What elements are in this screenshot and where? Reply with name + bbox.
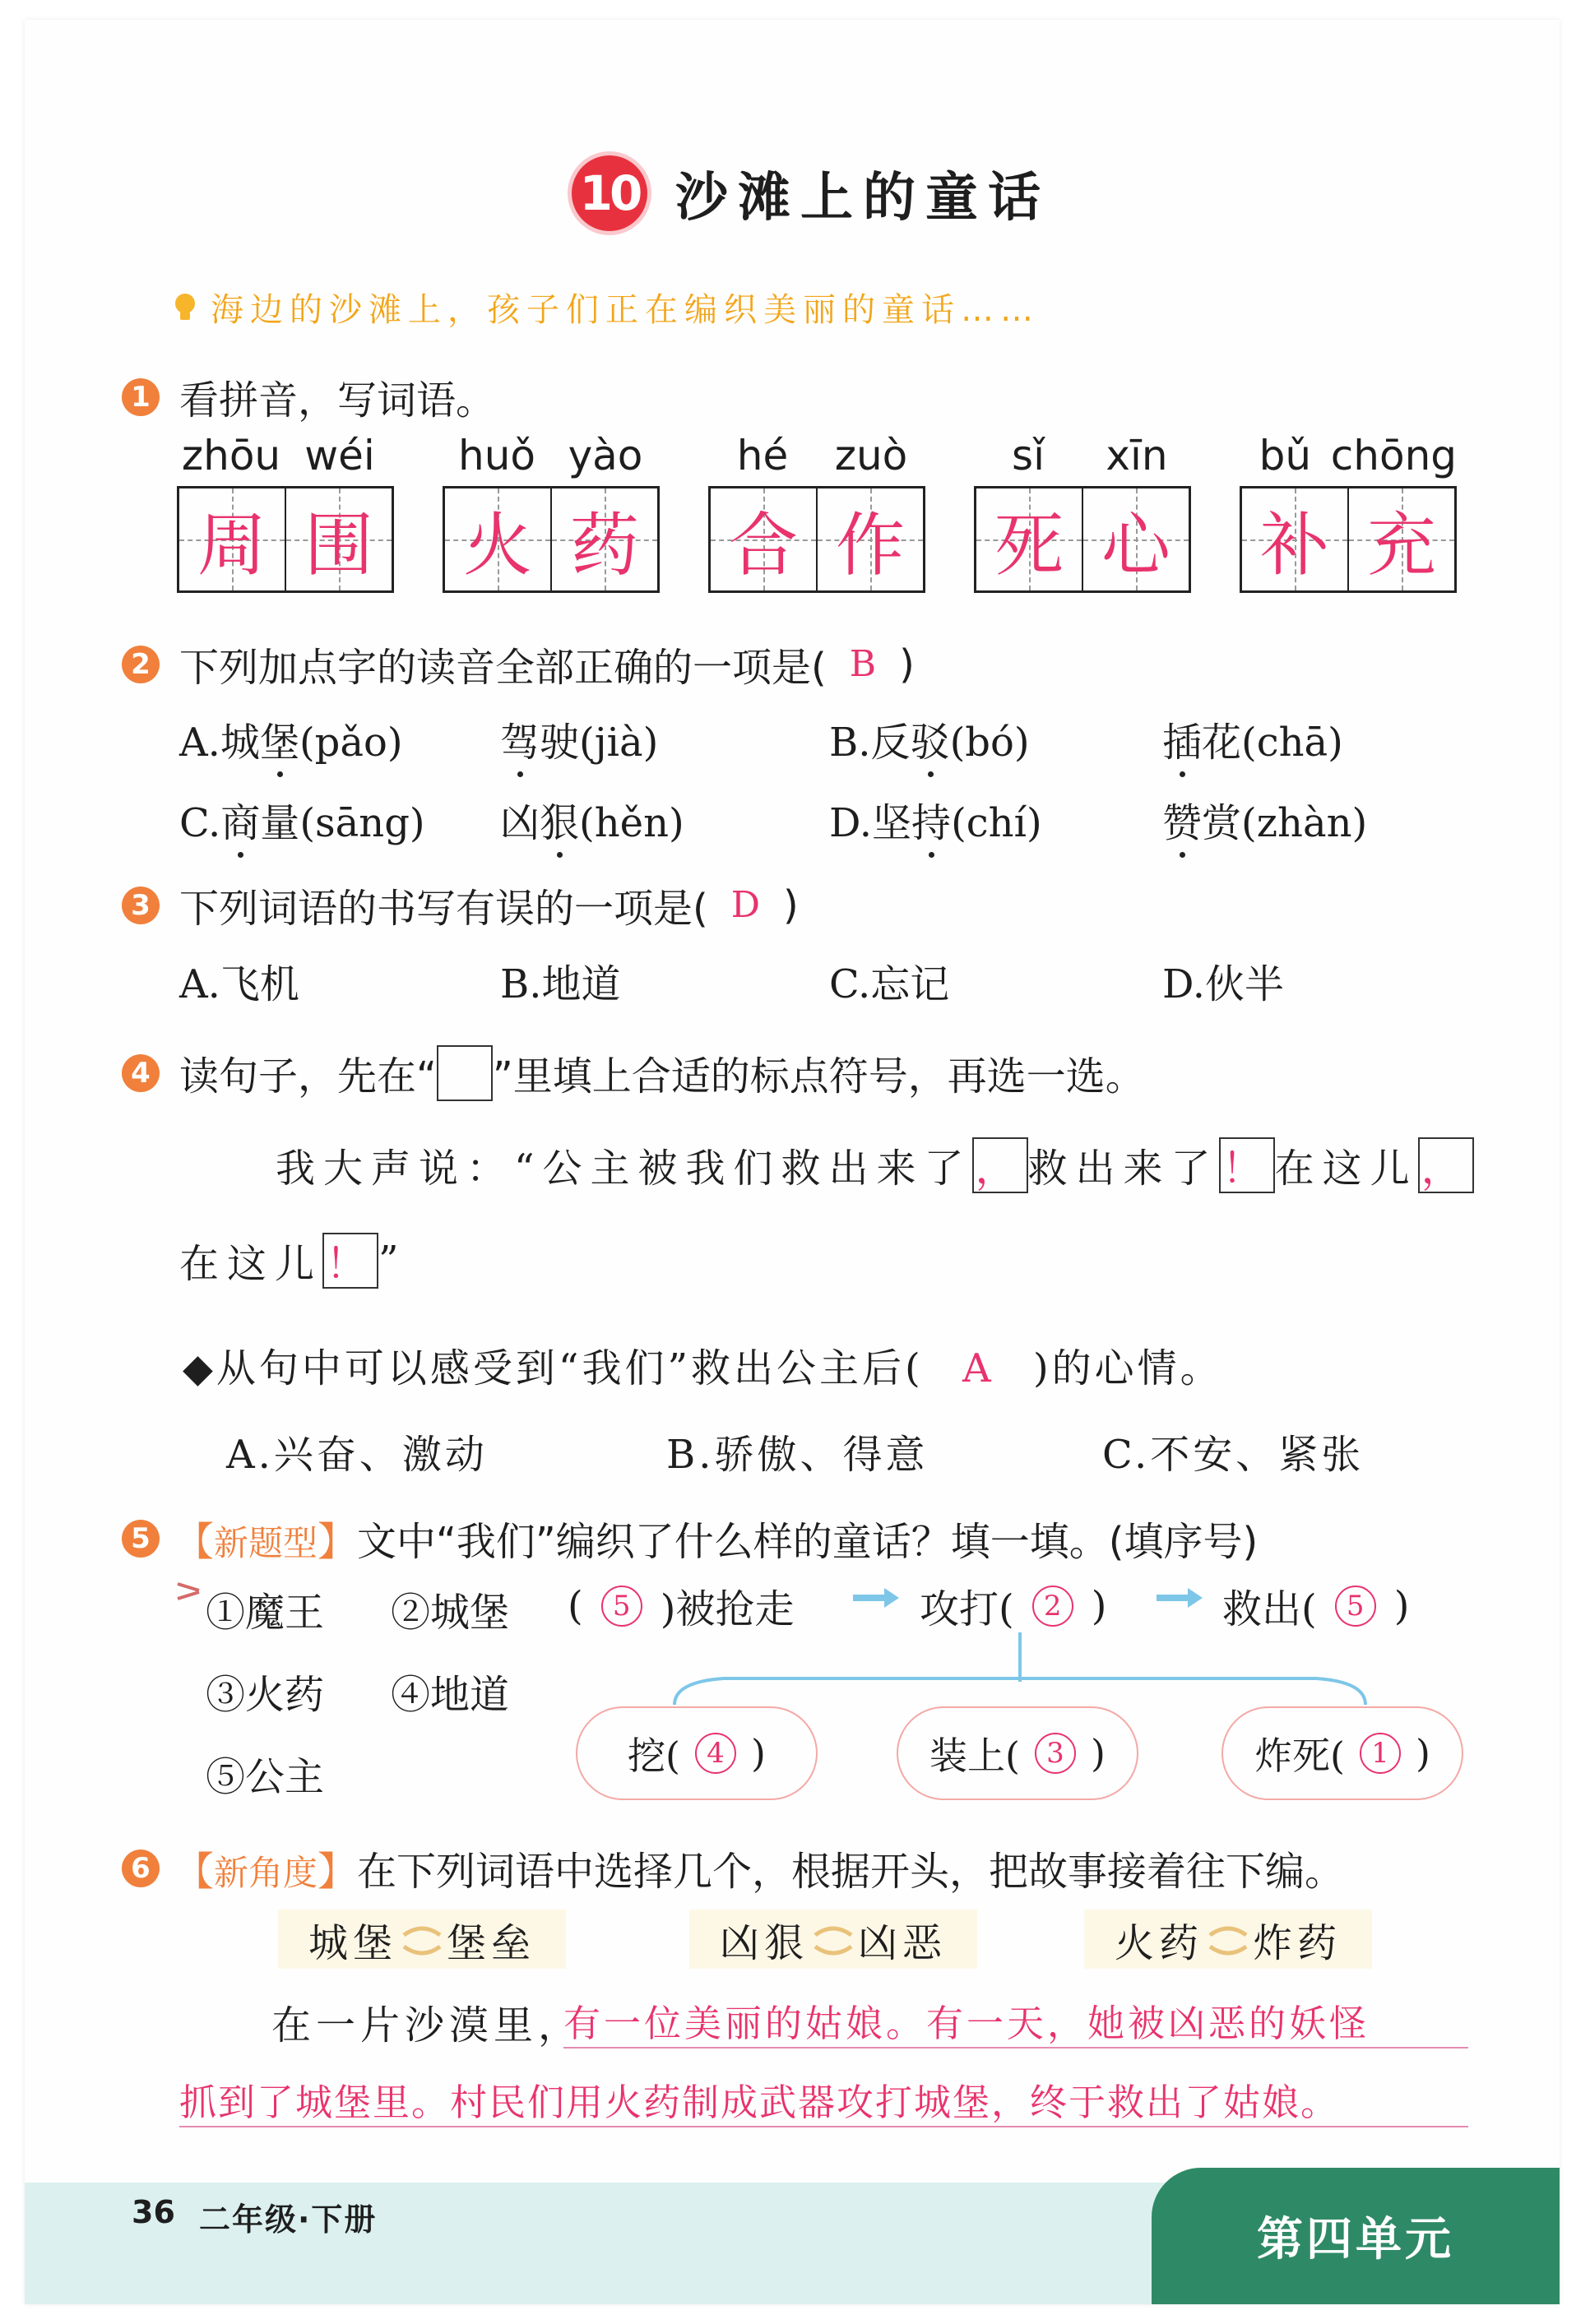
option-c-second-word: 凶狠(hěn) (500, 800, 684, 846)
question-2 (122, 636, 915, 692)
question-1 (122, 368, 495, 425)
answer-number[interactable]: 3 (1035, 1733, 1076, 1774)
sub-question-close: )的心情。 (1032, 1345, 1223, 1391)
option-b: B.骄傲、得意 (666, 1432, 929, 1478)
sentence-end: ” (378, 1237, 407, 1284)
question-5 (122, 1510, 1258, 1567)
link-icon (397, 1919, 447, 1960)
question-prompt: 下列加点字的读音全部正确的一项是( (179, 645, 827, 691)
link-icon (1203, 1919, 1253, 1960)
sentence-text: 我大声说：“公主被我们救出来了 (276, 1146, 972, 1192)
question-prompt: 文中“我们”编织了什么样的童话？填一填。(填序号) (357, 1519, 1259, 1565)
story-answer-line-1[interactable]: 有一位美丽的姑娘。有一天，她被凶恶的妖怪 (563, 1993, 1468, 2049)
question-number: 1 (122, 378, 160, 416)
option-a: A.兴奋、激动 (226, 1432, 488, 1478)
pinyin: zuò (834, 432, 908, 479)
question-number: 3 (122, 887, 160, 924)
lesson-number-badge: 10 (572, 155, 647, 231)
pinyin-grid (177, 432, 1460, 604)
punctuation-box[interactable]: ！ (322, 1233, 378, 1289)
sample-box (437, 1045, 493, 1101)
option-b: B.地道 (500, 961, 621, 1007)
lightbulb-icon (173, 292, 197, 323)
tianzige-box[interactable] (974, 486, 1191, 593)
sentence-line-2 (179, 1232, 407, 1289)
question-6 (122, 1840, 1344, 1896)
pinyin: bǔ (1259, 432, 1312, 479)
grade-label: 二年级·下册 (199, 2201, 378, 2238)
question-close: ) (783, 882, 799, 928)
pinyin: huǒ (458, 432, 535, 479)
sentence-text: 救出来了 (1027, 1146, 1219, 1192)
story-answer-line-2[interactable]: 抓到了城堡里。村民们用火药制成武器攻打城堡，终于救出了姑娘。 (179, 2072, 1468, 2127)
option-c: C.忘记 (829, 961, 950, 1007)
written-character: 周 (197, 504, 267, 586)
word-pair: 火药 炸药 (1084, 1910, 1372, 1969)
written-character: 心 (1101, 504, 1170, 586)
pinyin: hé (736, 432, 789, 479)
item-2: ②城堡 (391, 1590, 510, 1636)
question-3 (122, 877, 799, 933)
branch-3: 炸死( 1 ) (1221, 1706, 1463, 1800)
written-character: 补 (1259, 504, 1329, 586)
tianzige-box[interactable] (1240, 486, 1457, 593)
flow-step-3: 救出( 5 ) (1222, 1582, 1410, 1632)
link-icon (809, 1919, 858, 1960)
branch-1: 挖( 4 ) (576, 1706, 818, 1800)
item-4: ④地道 (391, 1672, 510, 1718)
written-character: 充 (1366, 504, 1436, 586)
item-5: ⑤公主 (206, 1754, 325, 1800)
lesson-header (572, 148, 1050, 238)
answer-number[interactable]: 2 (1032, 1586, 1073, 1627)
arrow-right-icon (1155, 1586, 1204, 1610)
sub-question (183, 1336, 1223, 1393)
written-character: 药 (569, 504, 639, 586)
word-pair: 凶狠 凶恶 (689, 1910, 977, 1969)
answer-number[interactable]: 4 (695, 1733, 736, 1774)
punctuation-box[interactable]: ， (972, 1137, 1028, 1193)
tianzige-box[interactable] (177, 486, 394, 593)
question-number: 2 (122, 646, 160, 683)
question-prompt: 看拼音，写词语。 (179, 377, 496, 424)
tianzige-box[interactable] (443, 486, 660, 593)
answer-choice[interactable]: A (962, 1345, 994, 1391)
question-tag: 【新角度】 (174, 1849, 358, 1895)
intro-text: 海边的沙滩上，孩子们正在编织美丽的童话…… (211, 291, 1040, 329)
sentence-line-1 (276, 1137, 1474, 1193)
word-item (708, 432, 925, 593)
question-4 (122, 1044, 1145, 1101)
word-item (443, 432, 660, 593)
option-c: C.商量(sāng) (179, 800, 425, 846)
word-item (1240, 432, 1457, 593)
answer-number[interactable]: 1 (1360, 1733, 1401, 1774)
option-b-second-word: 插花(chā) (1162, 720, 1343, 766)
flow-step-1: ( 5 )被抢走 (568, 1582, 795, 1632)
story-start: 在一片沙漠里， (271, 2002, 583, 2049)
pinyin: zhōu (181, 432, 281, 479)
punctuation-box[interactable]: ， (1418, 1137, 1474, 1193)
word-pair: 城堡 堡垒 (278, 1910, 566, 1969)
answer-number[interactable]: 5 (601, 1586, 642, 1627)
sub-question-prompt: ◆从句中可以感受到“我们”救出公主后( (183, 1345, 924, 1391)
question-prompt-start: 读句子，先在“ (179, 1053, 437, 1100)
option-d-second-word: 赞赏(zhàn) (1162, 800, 1368, 846)
lesson-intro (173, 284, 1040, 331)
branch-connector (658, 1632, 1382, 1706)
page-number: 36 (132, 2194, 175, 2230)
tianzige-box[interactable] (708, 486, 925, 593)
flow-step-2: 攻打( 2 ) (920, 1582, 1107, 1632)
option-c: C.不安、紧张 (1102, 1432, 1365, 1478)
answer-choice[interactable]: D (730, 884, 761, 926)
option-a: A.飞机 (179, 961, 299, 1007)
item-1: ①魔王 (206, 1590, 325, 1636)
written-character: 围 (304, 504, 373, 586)
question-number: 4 (122, 1054, 160, 1092)
question-number: 6 (122, 1849, 160, 1887)
question-number: 5 (122, 1520, 160, 1558)
option-d: D.伙半 (1162, 961, 1285, 1007)
item-3: ③火药 (206, 1672, 325, 1718)
option-a: A.城堡(pǎo) (179, 720, 403, 766)
pinyin: chōng (1330, 432, 1457, 479)
unit-tab: 第四单元 (1152, 2168, 1560, 2304)
written-character: 火 (462, 504, 532, 586)
pinyin: yào (568, 432, 643, 479)
word-item (974, 432, 1191, 593)
pinyin: xīn (1106, 432, 1168, 479)
sentence-text: 在这儿 (179, 1241, 323, 1287)
lesson-title: 沙滩上的童话 (675, 168, 1050, 229)
written-character: 合 (728, 504, 798, 586)
word-item (177, 432, 394, 593)
option-b: B.反驳(bó) (829, 720, 1030, 766)
question-prompt: 下列词语的书写有误的一项是( (179, 886, 708, 932)
sentence-text: 在这儿 (1274, 1146, 1418, 1192)
written-character: 死 (994, 504, 1064, 586)
question-close: ) (899, 641, 915, 687)
question-prompt-end: ”里填上合适的标点符号，再选一选。 (492, 1053, 1145, 1100)
option-d: D.坚持(chí) (829, 800, 1042, 846)
answer-number[interactable]: 5 (1335, 1586, 1376, 1627)
pinyin: sǐ (1012, 432, 1045, 479)
written-character: 作 (835, 504, 905, 586)
arrow-right-icon (851, 1586, 901, 1610)
answer-choice[interactable]: B (849, 643, 877, 685)
branch-2: 装上( 3 ) (897, 1706, 1138, 1800)
question-prompt: 在下列词语中选择几个，根据开头，把故事接着往下编。 (357, 1849, 1345, 1895)
question-tag: 【新题型】 (174, 1519, 358, 1565)
option-a-second-word: 驾驶(jià) (500, 720, 659, 766)
punctuation-box[interactable]: ！ (1219, 1137, 1275, 1193)
scissors-icon (174, 1577, 206, 1610)
pinyin: wéi (304, 432, 375, 479)
